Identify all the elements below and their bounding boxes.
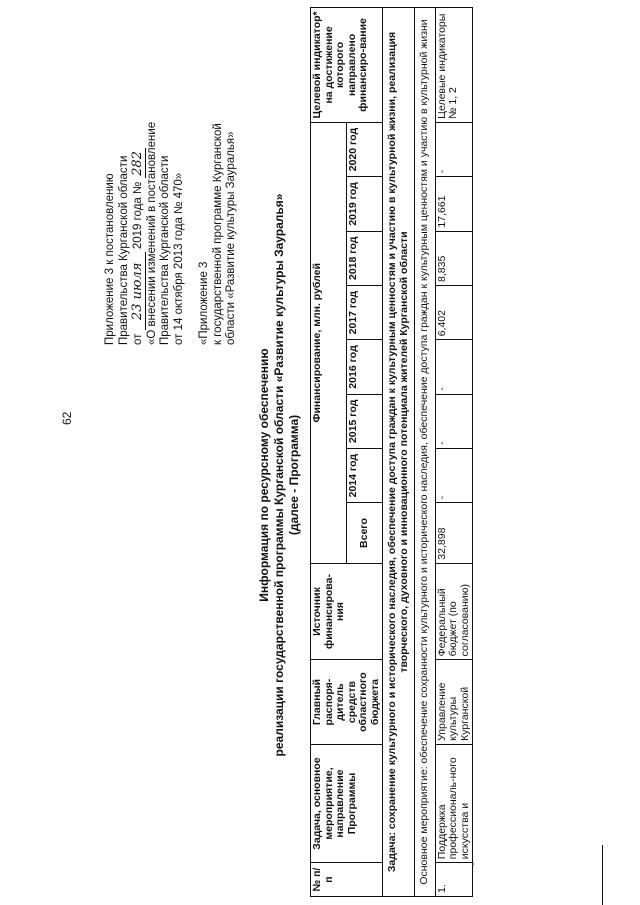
program-appendix-line-1: «Приложение 3 bbox=[198, 261, 210, 345]
appendix-line-3 bbox=[131, 122, 146, 345]
appendix-header bbox=[104, 122, 186, 345]
header-year: 2020 год bbox=[347, 122, 383, 176]
program-appendix-line-2: к государственной программе Курганской bbox=[211, 123, 224, 345]
header-manager: Главный распоря-дитель средств областного бюджета bbox=[311, 660, 383, 745]
date-prefix: от bbox=[132, 333, 144, 345]
row-num: 1. bbox=[435, 863, 473, 897]
title-line-2: реализации государственной программы Курганской области «Развитие культуры Зауралья» bbox=[272, 193, 286, 757]
program-appendix-line-3: области «Развитие культуры Зауралья» bbox=[225, 131, 237, 345]
title-line-3: (далее - Программа) bbox=[287, 414, 301, 536]
header-row bbox=[311, 8, 347, 897]
appendix-line-1: Приложение 3 к постановлению bbox=[104, 173, 116, 345]
scan-speck bbox=[472, 863, 474, 865]
header-year: 2019 год bbox=[347, 177, 383, 231]
handwritten-date: 23 июля bbox=[131, 252, 146, 330]
appendix-line-6: от 14 октября 2013 года № 470» bbox=[172, 172, 185, 345]
handwritten-number: 282 bbox=[131, 148, 146, 178]
header-year: 2014 год bbox=[347, 448, 383, 502]
header-year: 2017 год bbox=[347, 285, 383, 339]
row-2014: - bbox=[435, 448, 473, 502]
page-number: 62 bbox=[60, 411, 74, 425]
program-appendix-note bbox=[198, 123, 239, 345]
main-measure-text: Основное мероприятие: обеспечение сохранности культурного и исторического наследия, обеспечение доступа граждан к культурным ценностям и участию в культурной жизни bbox=[415, 8, 436, 897]
header-num: № п/п bbox=[311, 863, 383, 897]
header-source: Источник финансирова-ния bbox=[311, 563, 383, 660]
title-line-1: Информация по ресурсному обеспечению bbox=[257, 348, 271, 602]
appendix-line-2: Правительства Курганской области bbox=[117, 155, 130, 345]
header-year: 2016 год bbox=[347, 340, 383, 394]
row-source: Федеральный бюджет (по согласованию) bbox=[435, 563, 473, 660]
header-task: Задача, основное мероприятие, направление Программы bbox=[311, 744, 383, 862]
row-2018: 8,835 bbox=[435, 231, 473, 285]
appendix-line-4: «О внесении изменений в постановление bbox=[145, 121, 158, 345]
row-manager: Управление культуры Курганской bbox=[435, 660, 473, 745]
task-text: Задача: сохранение культурного и исторического наследия, обеспечение доступа граждан к культурным ценностям и участию в культурной жизни, реализация творческого, духовного и инновационного потенциала жителей Курганской области bbox=[383, 8, 415, 897]
resource-table bbox=[310, 7, 473, 897]
row-2020: - bbox=[435, 122, 473, 176]
table-row bbox=[435, 8, 473, 897]
main-measure-row bbox=[415, 8, 436, 897]
header-year: 2018 год bbox=[347, 231, 383, 285]
row-2016: - bbox=[435, 340, 473, 394]
date-middle: 2019 года № bbox=[132, 181, 144, 250]
document-title bbox=[257, 185, 302, 765]
row-indicator: Целевые индикаторы № 1, 2 bbox=[435, 8, 473, 123]
page-edge-line bbox=[602, 845, 603, 905]
header-year: 2015 год bbox=[347, 394, 383, 448]
header-financing: Финансирование, млн. рублей bbox=[311, 122, 347, 563]
header-indicator: Целевой индикатор* на достижение которого направлено финансиро-вание bbox=[311, 8, 383, 123]
row-task: Поддержка профессиональ-ного искусства и bbox=[435, 744, 473, 862]
task-row bbox=[383, 8, 415, 897]
header-total: Всего bbox=[347, 503, 383, 563]
appendix-line-5: Правительства Курганской области bbox=[159, 155, 171, 345]
row-2019: 17,661 bbox=[435, 177, 473, 231]
row-2017: 6,402 bbox=[435, 285, 473, 339]
row-total: 32,898 bbox=[435, 503, 473, 563]
row-2015: - bbox=[435, 394, 473, 448]
